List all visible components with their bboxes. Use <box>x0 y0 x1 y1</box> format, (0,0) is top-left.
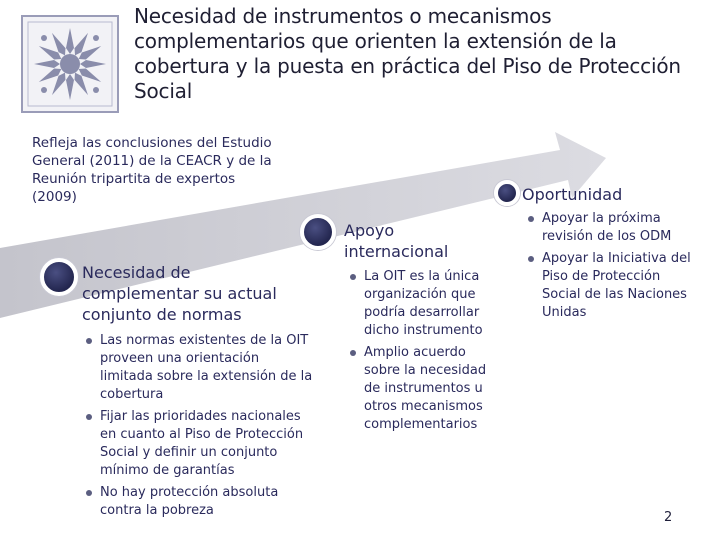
bullet-icon <box>86 490 92 496</box>
step-heading-3: Oportunidad <box>522 185 623 204</box>
step-list-2 <box>344 268 494 438</box>
bullet-icon <box>86 338 92 344</box>
bullet-icon <box>528 216 534 222</box>
list-item: No hay protección absoluta contra la pobreza <box>80 484 314 520</box>
step-heading-2: Apoyo internacional <box>344 221 449 261</box>
list-item: Fijar las prioridades nacionales en cuanto al Piso de Protección Social y definir un conjunto mínimo de garantías <box>80 408 314 480</box>
step-marker-2 <box>300 214 336 250</box>
step-marker-1 <box>40 258 78 296</box>
step-heading-1: Necesidad de complementar su actual conjunto de normas <box>82 263 277 324</box>
intro-text: Refleja las conclusiones del Estudio General (2011) de la CEACR y de la Reunión tripartita de expertos (2009) <box>32 135 272 205</box>
page-number: 2 <box>664 510 673 525</box>
bullet-icon <box>350 274 356 280</box>
list-item: La OIT es la única organización que podría desarrollar dicho instrumento <box>344 268 494 340</box>
list-item: Apoyar la Iniciativa del Piso de Protección Social de las Naciones Unidas <box>522 250 702 322</box>
bullet-icon <box>86 414 92 420</box>
list-item: Apoyar la próxima revisión de los ODM <box>522 210 702 246</box>
bullet-icon <box>528 256 534 262</box>
step-marker-3 <box>494 180 520 206</box>
step-list-1 <box>80 332 314 524</box>
page-title: Necesidad de instrumentos o mecanismos complementarios que orienten la extensión de la cobertura y la puesta en práctica del Piso de Protección Social <box>134 4 681 103</box>
list-item: Las normas existentes de la OIT proveen una orientación limitada sobre la extensión de la cobertura <box>80 332 314 404</box>
step-list-3 <box>522 210 702 326</box>
list-item: Amplio acuerdo sobre la necesidad de instrumentos u otros mecanismos complementarios <box>344 344 494 434</box>
bullet-icon <box>350 350 356 356</box>
